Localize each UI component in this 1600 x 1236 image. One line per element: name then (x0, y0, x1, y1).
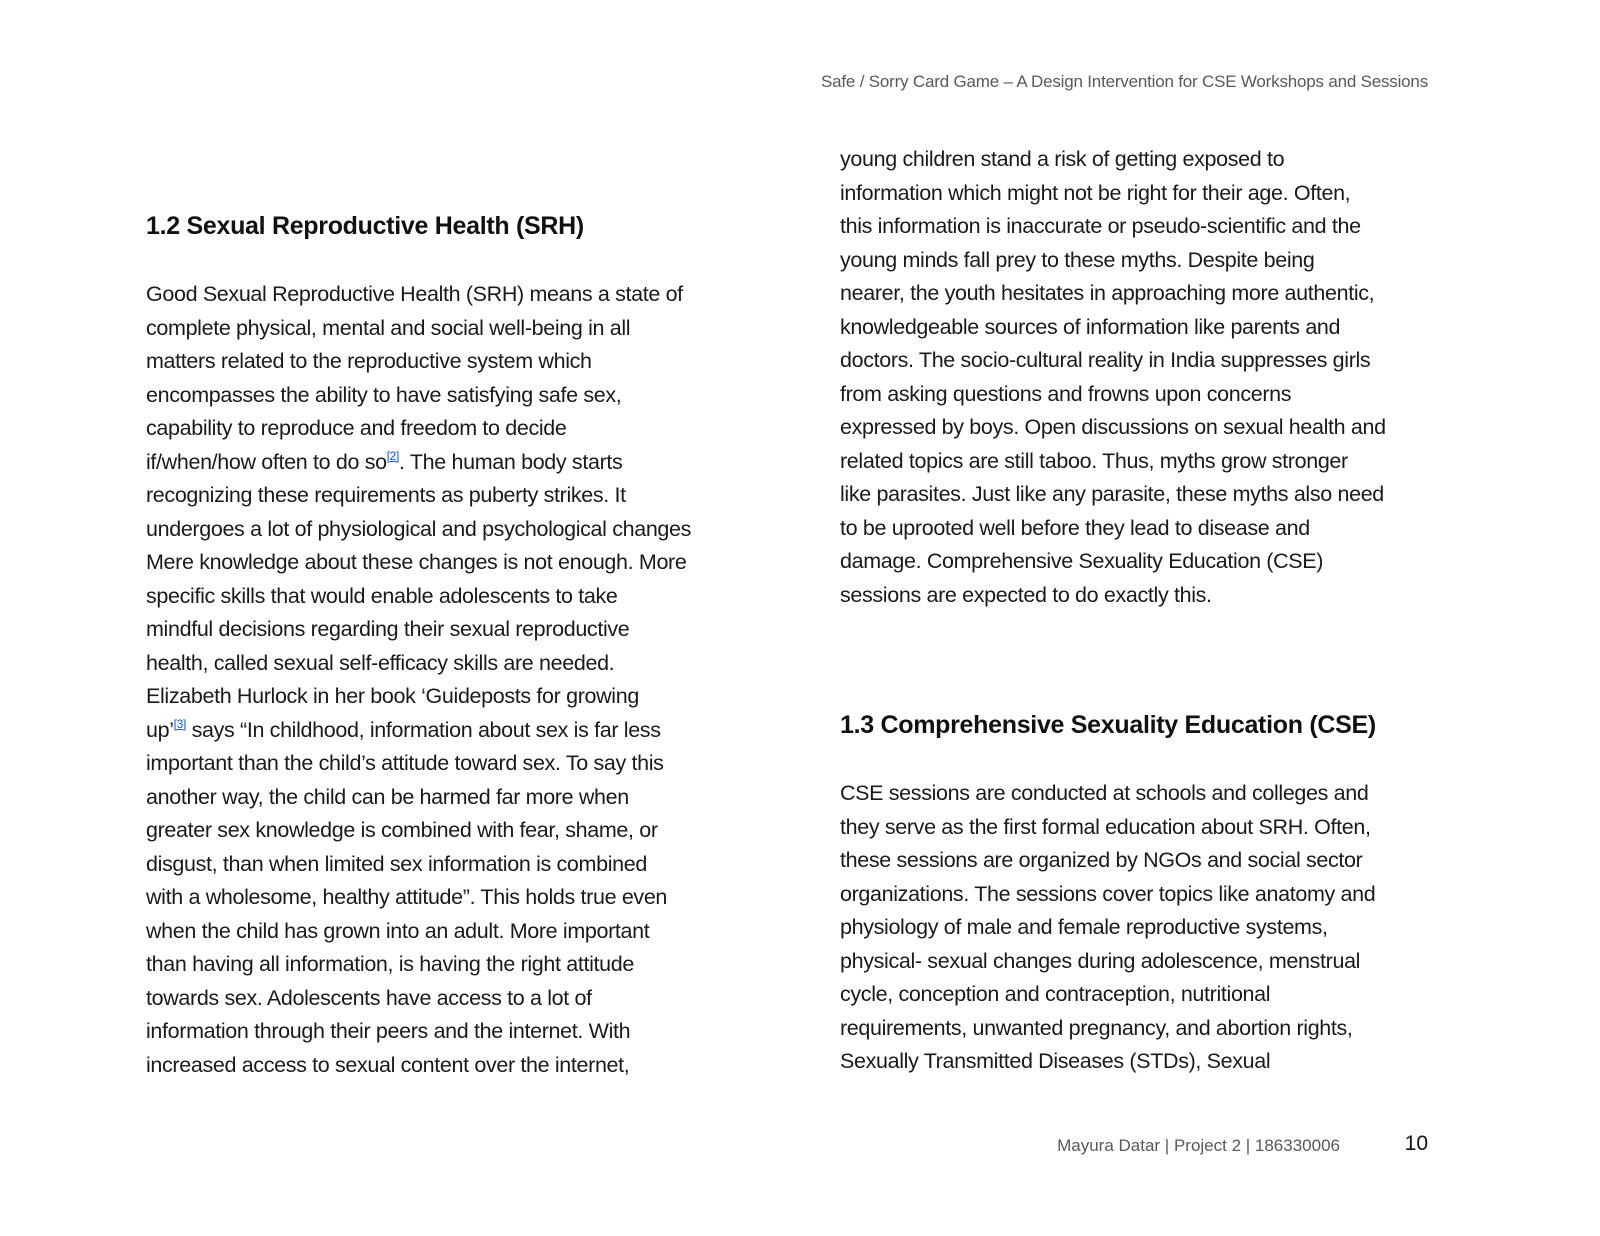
text-line: knowledgeable sources of information like parents and (840, 314, 1341, 339)
text-line: mindful decisions regarding their sexual reproductive (146, 617, 630, 641)
text-line: physical- sexual changes during adolescence, menstrual (840, 948, 1361, 973)
srh-paragraph (146, 278, 766, 1082)
left-column (146, 208, 766, 1082)
text-line: greater sex knowledge is combined with fear, shame, or (146, 818, 658, 842)
footnote-link-3[interactable]: [3] (173, 716, 186, 731)
text-line: information which might not be right for their age. Often, (840, 180, 1351, 205)
continuation-paragraph (840, 143, 1470, 612)
text-line: related topics are still taboo. Thus, myths grow stronger (840, 448, 1348, 473)
text-line: health, called sexual self-efficacy skills are needed. (146, 650, 615, 675)
text-line: cycle, conception and contraception, nutritional (840, 982, 1271, 1006)
text-line: organizations. The sessions cover topics like anatomy and (840, 881, 1376, 906)
text-line: information through their peers and the internet. With (146, 1019, 631, 1043)
running-header: Safe / Sorry Card Game – A Design Intervention for CSE Workshops and Sessions (821, 72, 1428, 91)
text-line: physiology of male and female reproductive systems, (840, 915, 1328, 939)
text-line: complete physical, mental and social well-being in all (146, 315, 631, 340)
text-line: another way, the child can be harmed far more when (146, 784, 629, 809)
right-column (840, 143, 1470, 1079)
text-line: damage. Comprehensive Sexuality Education (CSE) (840, 549, 1324, 573)
section-heading-srh: 1.2 Sexual Reproductive Health (SRH) (146, 212, 584, 240)
text-line: they serve as the first formal education about SRH. Often, (840, 814, 1371, 839)
text-line: like parasites. Just like any parasite, these myths also need (840, 482, 1384, 506)
text-line: nearer, the youth hesitates in approaching more authentic, (840, 281, 1375, 305)
text-line: Good Sexual Reproductive Health (SRH) means a state of (146, 282, 683, 306)
text-line-with-ref (146, 446, 766, 480)
cse-paragraph (840, 777, 1470, 1079)
text-line: sessions are expected to do exactly this. (840, 582, 1212, 607)
text-line: young children stand a risk of getting exposed to (840, 147, 1285, 171)
footer-author-line: Mayura Datar | Project 2 | 186330006 (1057, 1136, 1340, 1155)
text-line: than having all information, is having the right attitude (146, 952, 634, 976)
text-line: CSE sessions are conducted at schools and colleges and (840, 781, 1369, 805)
text-segment: . The human body starts (399, 449, 623, 474)
text-line-with-ref (146, 714, 766, 748)
section-heading-cse: 1.3 Comprehensive Sexuality Education (CSE) (840, 711, 1376, 739)
text-line: recognizing these requirements as puberty strikes. It (146, 483, 626, 507)
text-line: when the child has grown into an adult. More important (146, 918, 650, 943)
text-line: important than the child’s attitude toward sex. To say this (146, 751, 664, 775)
footnote-link-2[interactable]: [2] (386, 448, 399, 463)
text-line: specific skills that would enable adolescents to take (146, 583, 618, 608)
text-line: disgust, than when limited sex information is combined (146, 851, 647, 876)
text-line: capability to reproduce and freedom to decide (146, 416, 567, 440)
text-line: Mere knowledge about these changes is not enough. More (146, 550, 687, 574)
text-line: undergoes a lot of physiological and psychological changes (146, 516, 692, 541)
text-line: Sexually Transmitted Diseases (STDs), Sexual (840, 1049, 1271, 1073)
text-line: encompasses the ability to have satisfying safe sex, (146, 382, 622, 407)
text-line: matters related to the reproductive system which (146, 349, 592, 373)
text-segment: if/when/how often to do so (146, 449, 387, 474)
text-line: towards sex. Adolescents have access to a lot of (146, 985, 592, 1010)
page-number: 10 (1404, 1132, 1428, 1155)
text-line: this information is inaccurate or pseudo-scientific and the (840, 214, 1361, 238)
text-line: requirements, unwanted pregnancy, and abortion rights, (840, 1015, 1353, 1040)
text-line: from asking questions and frowns upon concerns (840, 381, 1292, 406)
text-line: to be uprooted well before they lead to disease and (840, 515, 1310, 540)
text-segment: up’ (146, 717, 174, 742)
text-line: these sessions are organized by NGOs and social sector (840, 848, 1363, 872)
text-line: doctors. The socio-cultural reality in India suppresses girls (840, 348, 1371, 372)
text-line: expressed by boys. Open discussions on sexual health and (840, 415, 1386, 439)
text-line: young minds fall prey to these myths. Despite being (840, 247, 1315, 272)
text-line: increased access to sexual content over the internet, (146, 1052, 630, 1077)
text-line: with a wholesome, healthy attitude”. This holds true even (146, 885, 668, 909)
text-line: Elizabeth Hurlock in her book ‘Guideposts for growing (146, 684, 639, 708)
text-segment: says “In childhood, information about sex is far less (185, 717, 661, 742)
